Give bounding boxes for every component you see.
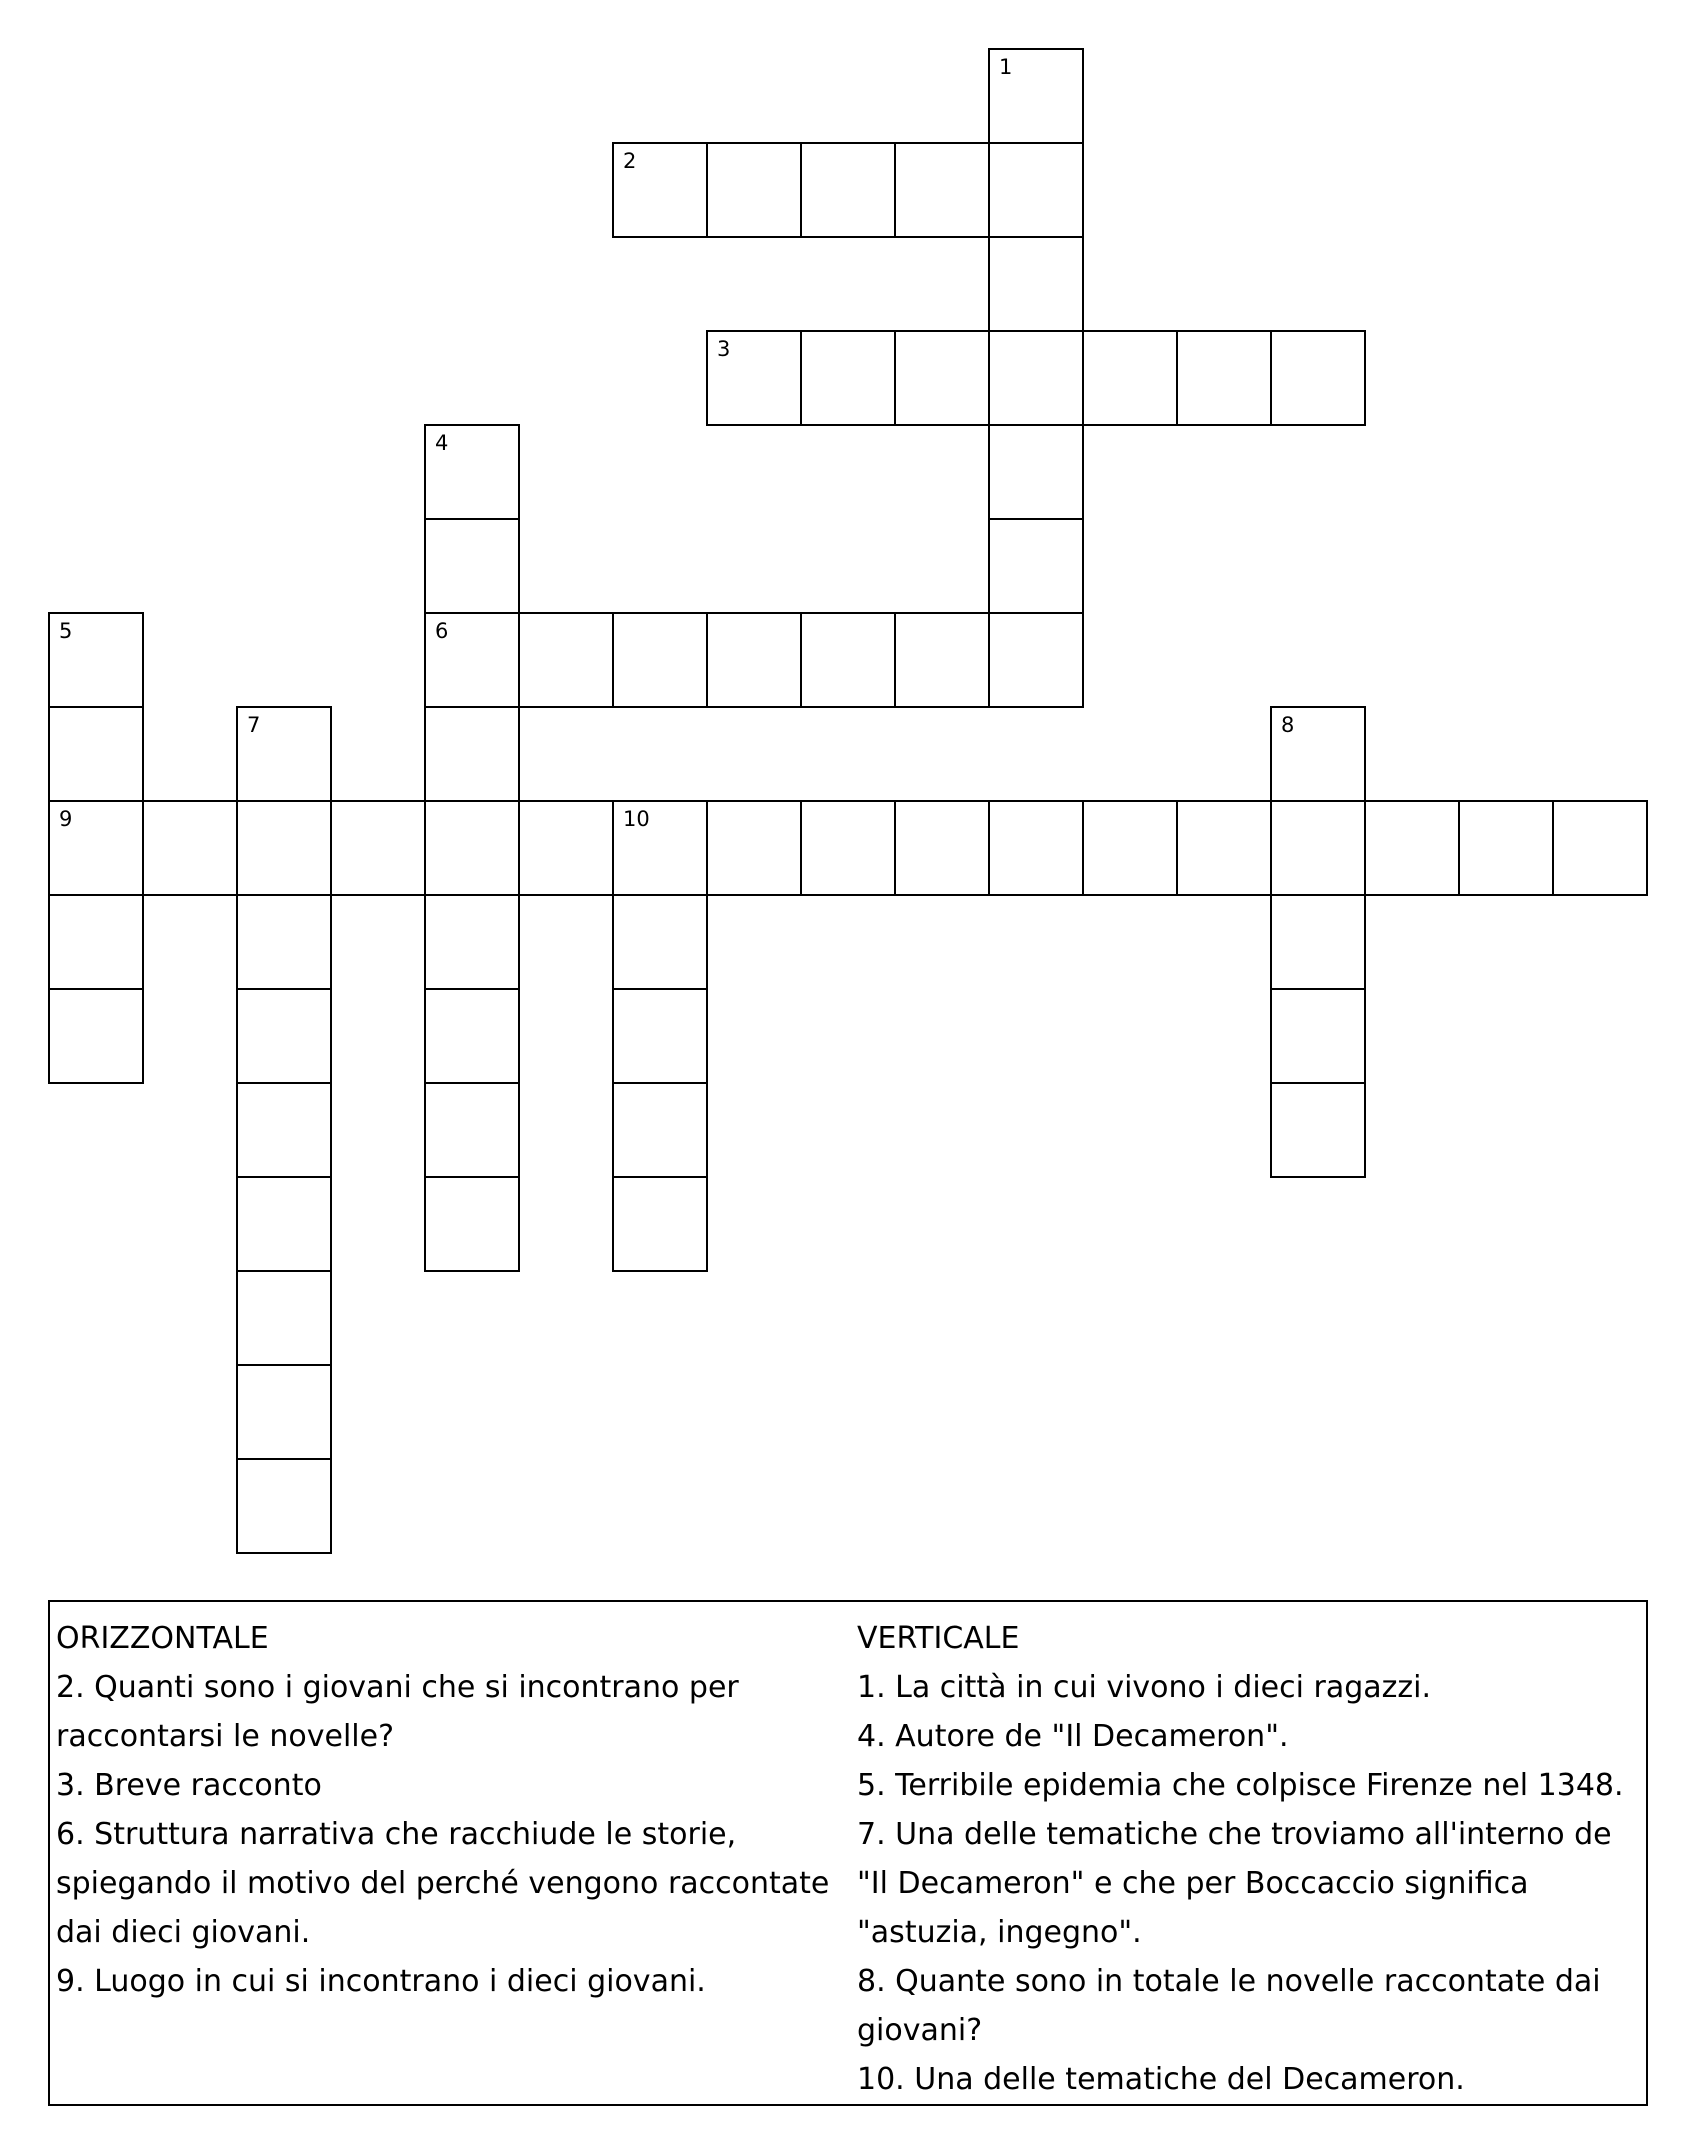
clue-number: 1 bbox=[999, 55, 1013, 79]
crossword-cell[interactable] bbox=[518, 800, 614, 896]
crossword-cell[interactable] bbox=[894, 612, 990, 708]
crossword-cell[interactable] bbox=[1364, 800, 1460, 896]
crossword-cell[interactable] bbox=[612, 1082, 708, 1178]
crossword-cell[interactable] bbox=[424, 706, 520, 802]
clue-across-2: 2. Quanti sono i giovani che si incontrano per raccontarsi le novelle? bbox=[56, 1670, 739, 1754]
crossword-cell[interactable] bbox=[988, 800, 1084, 896]
clue-number: 2 bbox=[623, 149, 637, 173]
crossword-cell[interactable] bbox=[800, 330, 896, 426]
crossword-cell[interactable] bbox=[706, 612, 802, 708]
crossword-cell[interactable] bbox=[48, 988, 144, 1084]
crossword-cell[interactable] bbox=[424, 612, 520, 708]
crossword-cell[interactable] bbox=[988, 612, 1084, 708]
crossword-cell[interactable] bbox=[48, 800, 144, 896]
clue-number: 9 bbox=[59, 807, 73, 831]
crossword-cell[interactable] bbox=[236, 1082, 332, 1178]
crossword-cell[interactable] bbox=[894, 800, 990, 896]
crossword-cell[interactable] bbox=[236, 988, 332, 1084]
crossword-cell[interactable] bbox=[612, 1176, 708, 1272]
crossword-cell[interactable] bbox=[1082, 800, 1178, 896]
crossword-cell[interactable] bbox=[48, 612, 144, 708]
crossword-cell[interactable] bbox=[236, 1458, 332, 1554]
crossword-cell[interactable] bbox=[1270, 706, 1366, 802]
crossword-cell[interactable] bbox=[800, 612, 896, 708]
crossword-cell[interactable] bbox=[1270, 894, 1366, 990]
crossword-cell[interactable] bbox=[1176, 330, 1272, 426]
clues-box bbox=[48, 1600, 1648, 2106]
clue-down-4: 4. Autore de "Il Decameron". bbox=[857, 1719, 1289, 1754]
clue-across-6: 6. Struttura narrativa che racchiude le storie, spiegando il motivo del perché vengono raccontate dai dieci giovani. bbox=[56, 1817, 830, 1950]
crossword-cell[interactable] bbox=[1270, 800, 1366, 896]
crossword-cell[interactable] bbox=[424, 1082, 520, 1178]
crossword-cell[interactable] bbox=[1270, 330, 1366, 426]
crossword-cell[interactable] bbox=[236, 800, 332, 896]
crossword-cell[interactable] bbox=[48, 894, 144, 990]
crossword-cell[interactable] bbox=[612, 142, 708, 238]
clue-number: 5 bbox=[59, 619, 73, 643]
clue-number: 3 bbox=[717, 337, 731, 361]
crossword-cell[interactable] bbox=[142, 800, 238, 896]
crossword-cell[interactable] bbox=[612, 612, 708, 708]
clue-down-1: 1. La città in cui vivono i dieci ragazzi. bbox=[857, 1670, 1432, 1705]
crossword-cell[interactable] bbox=[236, 1176, 332, 1272]
crossword-cell[interactable] bbox=[894, 330, 990, 426]
crossword-cell[interactable] bbox=[1082, 330, 1178, 426]
clue-down-10: 10. Una delle tematiche del Decameron. bbox=[857, 2062, 1465, 2097]
clue-down-8: 8. Quante sono in totale le novelle raccontate dai giovani? bbox=[857, 1964, 1601, 2048]
crossword-cell[interactable] bbox=[612, 988, 708, 1084]
crossword-cell[interactable] bbox=[706, 142, 802, 238]
crossword-cell[interactable] bbox=[424, 894, 520, 990]
crossword-cell[interactable] bbox=[800, 800, 896, 896]
crossword-cell[interactable] bbox=[424, 1176, 520, 1272]
crossword-cell[interactable] bbox=[236, 1364, 332, 1460]
clue-across-9: 9. Luogo in cui si incontrano i dieci giovani. bbox=[56, 1964, 706, 1999]
crossword-cell[interactable] bbox=[236, 1270, 332, 1366]
crossword-cell[interactable] bbox=[1458, 800, 1554, 896]
crossword-cell[interactable] bbox=[612, 894, 708, 990]
crossword-cell[interactable] bbox=[424, 800, 520, 896]
clue-number: 4 bbox=[435, 431, 449, 455]
crossword-cell[interactable] bbox=[48, 706, 144, 802]
crossword-cell[interactable] bbox=[988, 236, 1084, 332]
crossword-cell[interactable] bbox=[800, 142, 896, 238]
clue-number: 6 bbox=[435, 619, 449, 643]
crossword-cell[interactable] bbox=[236, 706, 332, 802]
clue-down-5: 5. Terribile epidemia che colpisce Firenze nel 1348. bbox=[857, 1768, 1624, 1803]
clue-down-7: 7. Una delle tematiche che troviamo all'interno de "Il Decameron" e che per Boccaccio significa "astuzia, ingegno". bbox=[857, 1817, 1612, 1950]
clues-down-column bbox=[857, 1614, 1647, 2104]
crossword-cell[interactable] bbox=[988, 142, 1084, 238]
crossword-cell[interactable] bbox=[424, 518, 520, 614]
clue-number: 10 bbox=[623, 807, 650, 831]
clue-across-3: 3. Breve racconto bbox=[56, 1768, 322, 1803]
crossword-cell[interactable] bbox=[330, 800, 426, 896]
crossword-cell[interactable] bbox=[236, 894, 332, 990]
crossword-cell[interactable] bbox=[706, 330, 802, 426]
crossword-cell[interactable] bbox=[706, 800, 802, 896]
clues-across-title: ORIZZONTALE bbox=[56, 1621, 269, 1656]
crossword-cell[interactable] bbox=[424, 424, 520, 520]
crossword-cell[interactable] bbox=[1552, 800, 1648, 896]
crossword-cell[interactable] bbox=[988, 48, 1084, 144]
crossword-cell[interactable] bbox=[424, 988, 520, 1084]
crossword-cell[interactable] bbox=[518, 612, 614, 708]
crossword-cell[interactable] bbox=[612, 800, 708, 896]
clue-number: 7 bbox=[247, 713, 261, 737]
clues-down-title: VERTICALE bbox=[857, 1621, 1020, 1656]
crossword-cell[interactable] bbox=[988, 424, 1084, 520]
crossword-cell[interactable] bbox=[894, 142, 990, 238]
crossword-cell[interactable] bbox=[1270, 988, 1366, 1084]
clues-across-column bbox=[56, 1614, 856, 2006]
crossword-cell[interactable] bbox=[988, 330, 1084, 426]
crossword-cell[interactable] bbox=[1176, 800, 1272, 896]
clue-number: 8 bbox=[1281, 713, 1295, 737]
crossword-cell[interactable] bbox=[988, 518, 1084, 614]
crossword-cell[interactable] bbox=[1270, 1082, 1366, 1178]
